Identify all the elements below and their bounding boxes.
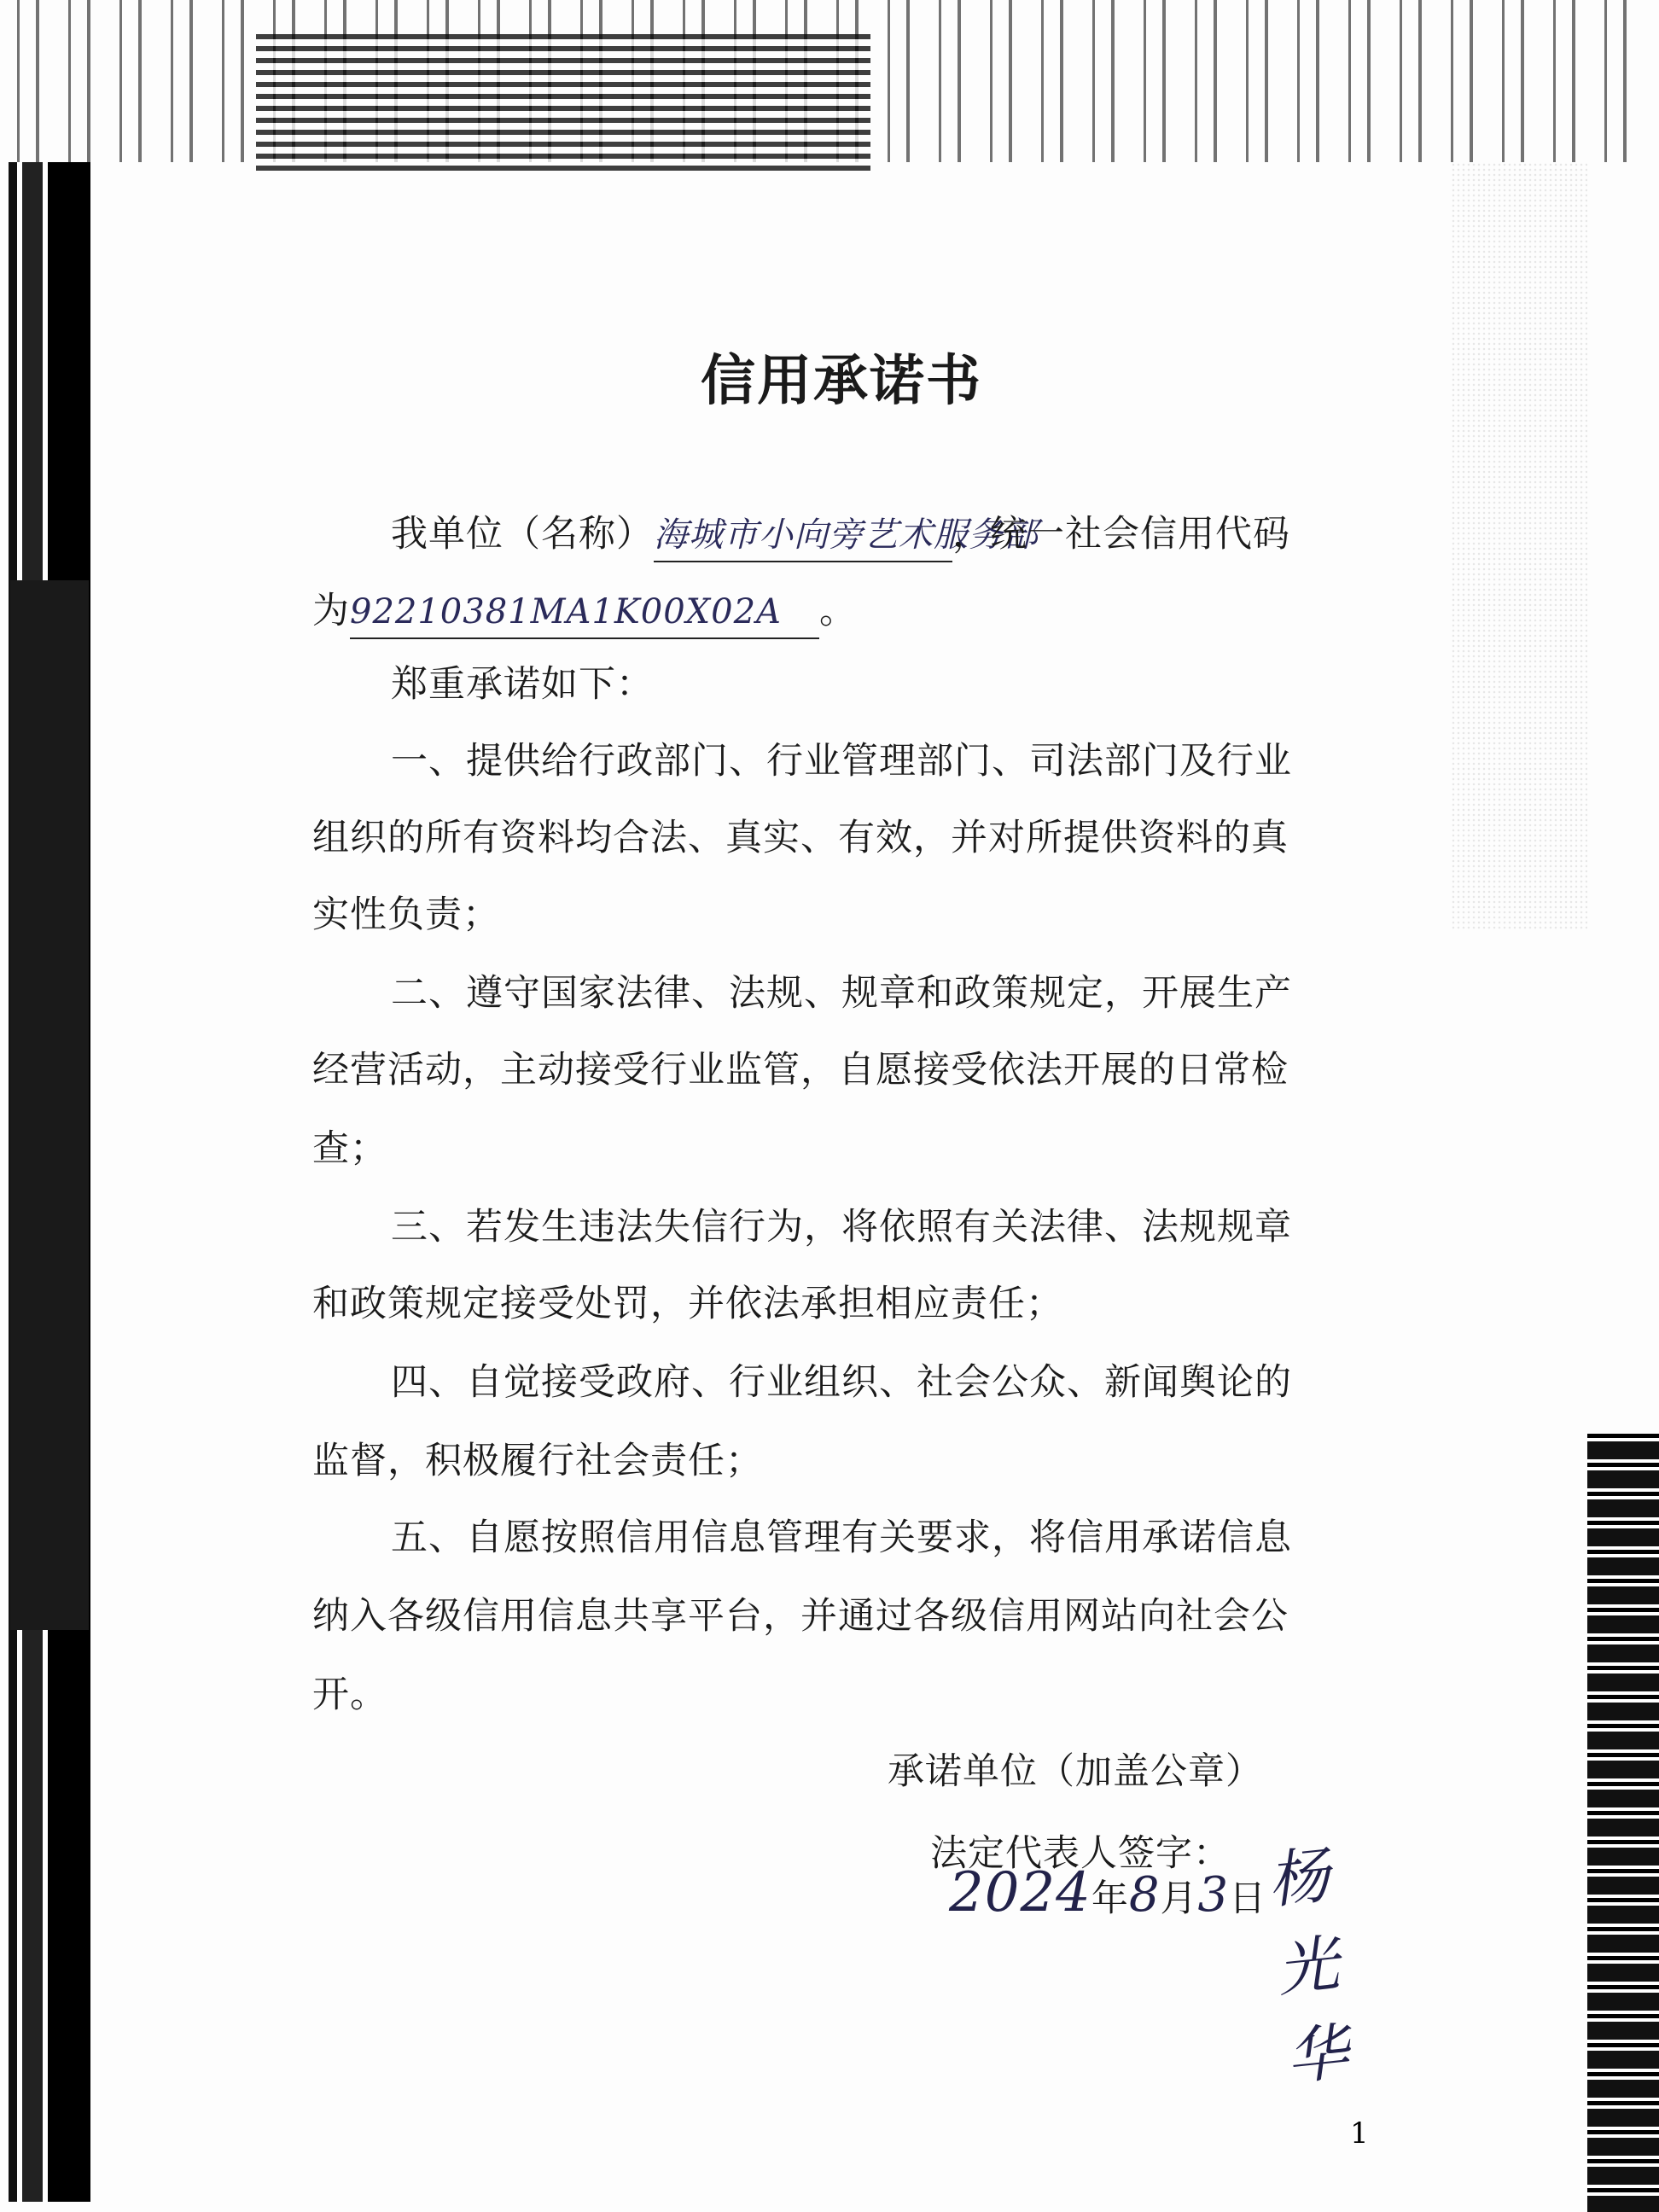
item-2-line-1: 二、遵守国家法律、法规、规章和政策规定，开展生产 (391, 972, 1292, 1015)
date-year-handwritten: 2024 (949, 1861, 1091, 1924)
item-2-line-2: 经营活动，主动接受行业监管，自愿接受依法开展的日常检 (312, 1049, 1289, 1091)
page-number: 1 (1350, 2116, 1369, 2151)
document-title: 信用承诺书 (701, 350, 982, 413)
pledge-intro: 郑重承诺如下： (391, 663, 654, 706)
item-4-line-2: 监督，积极履行社会责任； (312, 1440, 763, 1482)
item-5-line-2: 纳入各级信用信息共享平台，并通过各级信用网站向社会公 (312, 1595, 1289, 1638)
date-month-handwritten: 8 (1128, 1867, 1161, 1923)
credit-code-handwritten: 92210381MA1K00X02A (350, 586, 819, 639)
scan-artifact-left-dark (10, 580, 89, 1630)
item-3-line-1: 三、若发生违法失信行为，将依照有关法律、法规规章 (391, 1206, 1292, 1249)
date-day-handwritten: 3 (1197, 1867, 1230, 1923)
item-4-line-1: 四、自觉接受政府、行业组织、社会公众、新闻舆论的 (391, 1361, 1292, 1404)
intro-line-2: 为92210381MA1K00X02A 。 (312, 585, 1371, 639)
footer-rep-label: 法定代表人签字： (930, 1832, 1231, 1875)
intro-line-1: 我单位（名称）海城市小向旁艺术服务部，统一社会信用代码 (312, 509, 1449, 562)
document-body (312, 0, 1371, 2212)
scan-artifact-right (1587, 1434, 1659, 2212)
company-name-handwritten: 海城市小向旁艺术服务部 (654, 509, 952, 562)
legal-rep-signature: 杨光华 (1264, 1838, 1352, 2093)
footer-date: 2024年8月3日 (949, 1861, 1267, 1924)
item-1-line-1: 一、提供给行政部门、行业管理部门、司法部门及行业 (391, 740, 1292, 783)
item-3-line-2: 和政策规定接受处罚，并依法承担相应责任； (312, 1283, 1063, 1325)
scan-speckle (1451, 162, 1587, 930)
item-1-line-2: 组织的所有资料均合法、真实、有效，并对所提供资料的真 (312, 817, 1289, 859)
footer-unit: 承诺单位（加盖公章） (888, 1750, 1263, 1793)
item-5-line-1: 五、自愿按照信用信息管理有关要求，将信用承诺信息 (391, 1516, 1292, 1559)
item-1-line-3: 实性负责； (312, 894, 500, 936)
item-2-line-3: 查； (312, 1127, 387, 1170)
item-5-line-3: 开。 (312, 1674, 387, 1716)
